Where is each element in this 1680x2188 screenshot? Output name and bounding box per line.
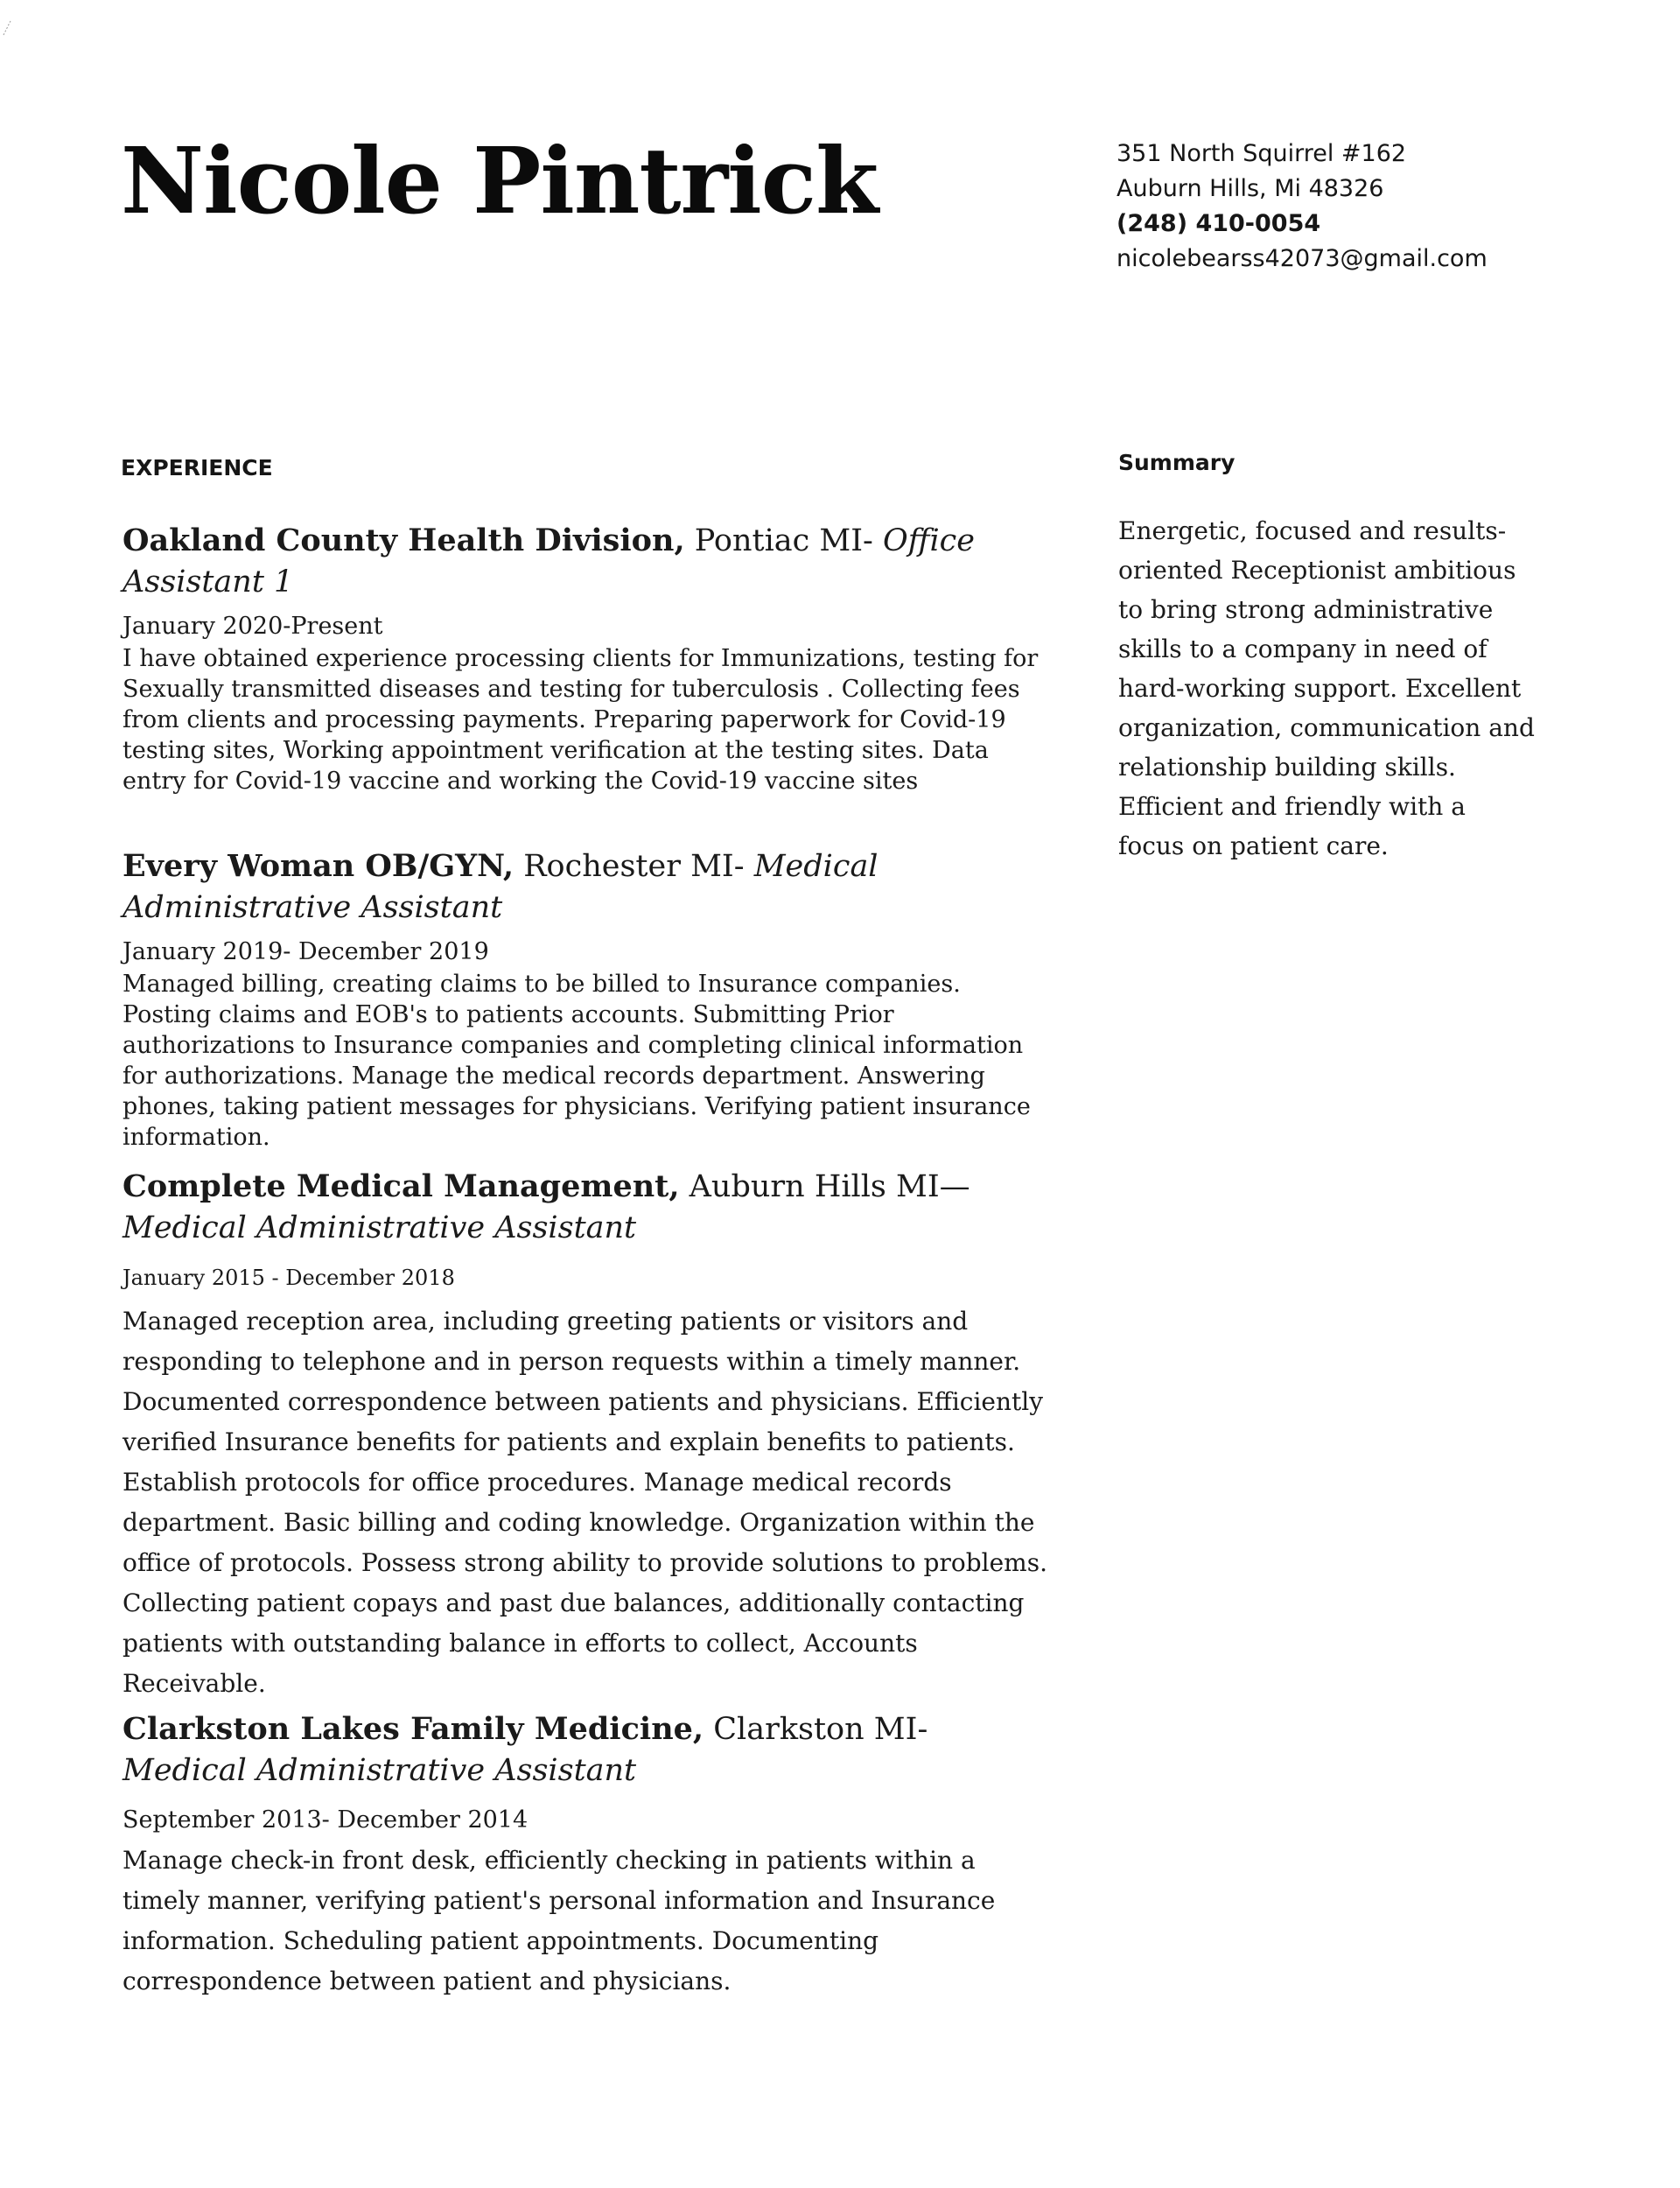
- job-dates: January 2019- December 2019: [122, 938, 489, 965]
- job-location: Rochester MI-: [514, 849, 754, 884]
- scan-artifact-mark: [2, 19, 12, 37]
- job-role: Medical Administrative Assistant: [122, 1753, 637, 1788]
- summary-heading: Summary: [1118, 450, 1236, 475]
- job-entry: [122, 845, 1050, 1153]
- job-employer: Oakland County Health Division,: [122, 522, 685, 558]
- job-description: I have obtained experience processing clients for Immunizations, testing for Sexually transmitted diseases and testing for tuberculosis . Collecting fees from clients and processing payments. Preparing paperwork for Covid-19 testing sites, Working appointment verification at the testing sites. Data entry for Covid-19 vaccine and working the Covid-19 vaccine sites: [122, 645, 1039, 795]
- job-title-line: [122, 520, 1050, 603]
- job-location: Pontiac MI-: [684, 523, 883, 558]
- phone-number: (248) 410-0054: [1116, 210, 1321, 237]
- address-line-1: 351 North Squirrel #162: [1116, 140, 1407, 167]
- job-dates: September 2013- December 2014: [122, 1806, 528, 1834]
- email-address: nicolebearss42073@gmail.com: [1116, 245, 1488, 272]
- job-entry: [122, 1166, 1050, 1704]
- job-title-line: [122, 1166, 1050, 1249]
- experience-heading: EXPERIENCE: [121, 455, 273, 480]
- job-description: Managed reception area, including greeting patients or visitors and responding to telephone and in person requests within a timely manner. Documented correspondence between patients and physicians. Efficiently verified Insurance benefits for patients and explain benefits to patients. Establish protocols for office procedures. Manage medical records department. Basic billing and coding knowledge. Organization within the office of protocols. Possess strong ability to provide solutions to problems. Collecting patient copays and past due balances, additionally contacting patients with outstanding balance in efforts to collect, Accounts Receivable.: [122, 1307, 1047, 1698]
- job-role: Medical Administrative Assistant: [122, 1210, 637, 1245]
- job-entry: [122, 520, 1050, 796]
- summary-text: Energetic, focused and results-oriented Receptionist ambitious to bring strong administrative skills to a company in need of hard-working support. Excellent organization, communication and relationship building skills. Efficient and friendly with a focus on patient care.: [1118, 516, 1535, 860]
- job-description: Managed billing, creating claims to be billed to Insurance companies. Posting claims and EOB's to patients accounts. Submitting Prior authorizations to Insurance companies and completing clinical information for authorizations. Manage the medical records department. Answering phones, taking patient messages for physicians. Verifying patient insurance information.: [122, 971, 1031, 1151]
- job-employer: Every Woman OB/GYN,: [122, 848, 514, 884]
- job-employer: Clarkston Lakes Family Medicine,: [122, 1711, 704, 1747]
- job-role: Medical Administrative Assistant: [122, 849, 878, 925]
- job-dates: January 2020-Present: [122, 613, 383, 640]
- job-title-line: [122, 1708, 1050, 1792]
- job-dates: January 2015 - December 2018: [122, 1266, 455, 1290]
- job-employer: Complete Medical Management,: [122, 1168, 680, 1204]
- address-line-2: Auburn Hills, Mi 48326: [1116, 175, 1384, 202]
- job-description: Manage check-in front desk, efficiently checking in patients within a timely manner, verifying patient's personal information and Insurance information. Scheduling patient appointments. Documenting correspondence between patient and physicians.: [122, 1846, 996, 1995]
- job-role: Office Assistant 1: [122, 523, 975, 600]
- job-entry: [122, 1708, 1050, 2002]
- job-location: Clarkston MI-: [704, 1712, 928, 1747]
- job-location: Auburn Hills MI—: [679, 1169, 970, 1204]
- candidate-name: Nicole Pintrick: [121, 127, 878, 235]
- job-title-line: [122, 845, 1050, 929]
- contact-block: [1116, 137, 1488, 277]
